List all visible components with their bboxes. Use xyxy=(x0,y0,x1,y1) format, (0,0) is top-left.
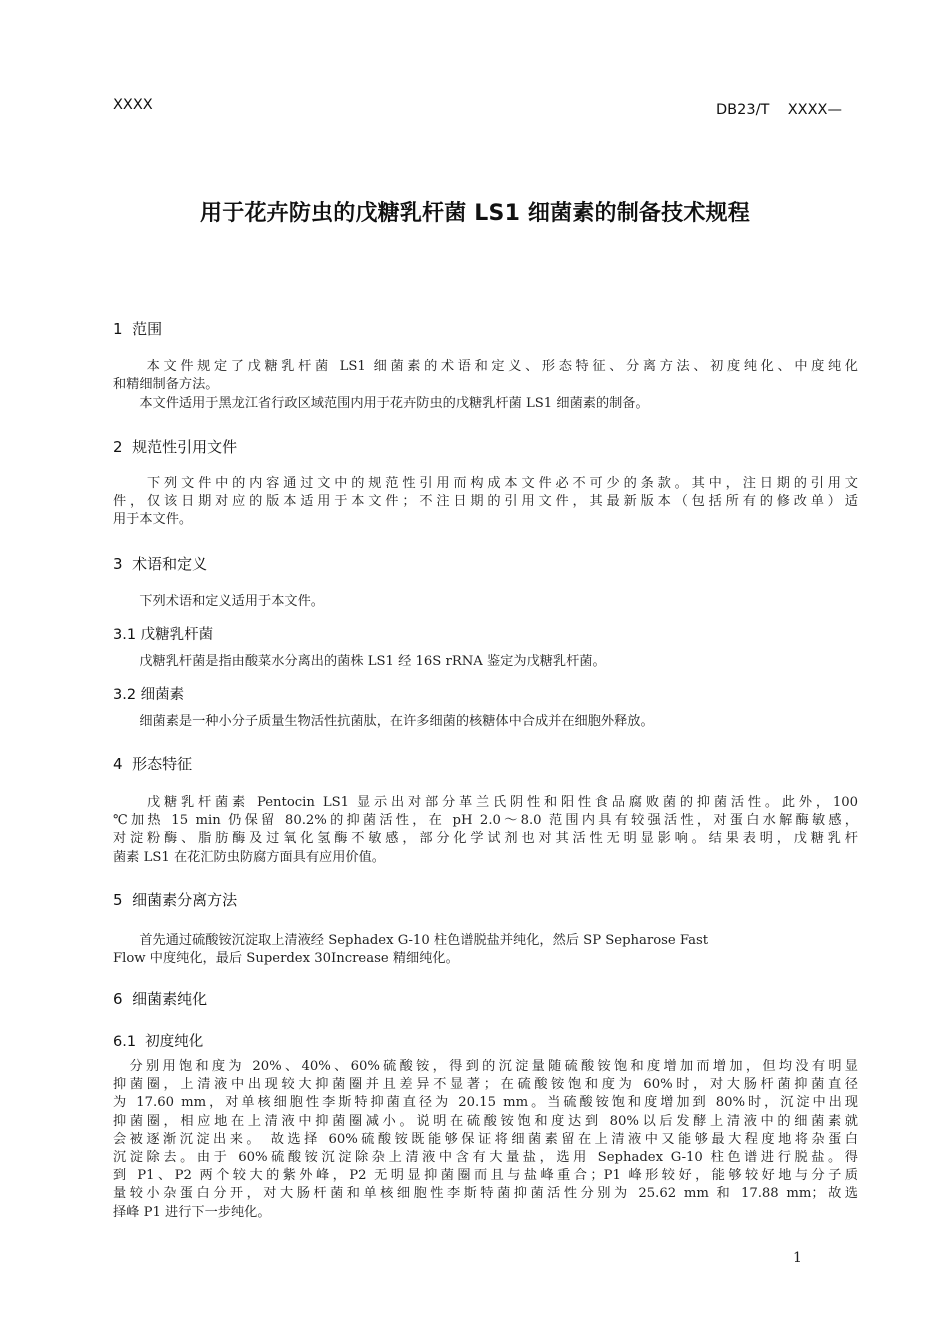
text-line: ℃加热 15 min 仍保留 80.2%的抑菌活性，在 pH 2.0～8.0 范围内具有较强活性，对蛋白水解酶敏感， xyxy=(113,813,858,829)
text-line: 细菌素是一种小分子质量生物活性抗菌肽，在许多细菌的核糖体中合成并在细胞外释放。 xyxy=(113,714,654,729)
section-1-paragraph-2 xyxy=(113,395,858,413)
section-heading-5: 5 细菌素分离方法 xyxy=(113,891,238,909)
section-heading-6: 6 细菌素纯化 xyxy=(113,990,208,1008)
text-line: 择峰 P1 进行下一步纯化。 xyxy=(113,1204,271,1220)
text-line: 为 17.60 mm，对单核细胞性李斯特抑菌直径为 20.15 mm。当硫酸铵饱和度增加到 80%时，沉淀中出现 xyxy=(113,1095,858,1111)
doc-code-line1: DB23/T XXXX— xyxy=(716,102,842,118)
subsection-3-2-paragraph xyxy=(113,713,858,731)
text-line: 本文件适用于黑龙江省行政区域范围内用于花卉防虫的戊糖乳杆菌 LS1 细菌素的制备。 xyxy=(113,396,649,411)
text-line: 对淀粉酶、脂肪酶及过氧化氢酶不敏感，部分化学试剂也对其活性无明显影响。结果表明，戊糖乳杆 xyxy=(113,831,858,847)
text-line: 戊糖乳杆菌是指由酸菜水分离出的菌株 LS1 经 16S rRNA 鉴定为戊糖乳杆菌。 xyxy=(113,654,606,669)
section-4-paragraph-1 xyxy=(113,794,858,867)
text-line: 下列文件中的内容通过文中的规范性引用而构成本文件必不可少的条款。其中，注日期的引用文 xyxy=(113,476,858,491)
subsection-heading-3-1: 3.1 戊糖乳杆菌 xyxy=(113,627,214,643)
text-line: 件，仅该日期对应的版本适用于本文件；不注日期的引用文件，其最新版本（包括所有的修改单）适 xyxy=(113,494,858,510)
subsection-heading-6-1: 6.1 初度纯化 xyxy=(113,1034,204,1050)
section-3-paragraph-1 xyxy=(113,593,858,611)
subsection-3-1-paragraph xyxy=(113,653,858,671)
section-2-paragraph-1 xyxy=(113,475,858,530)
section-heading-2: 2 规范性引用文件 xyxy=(113,438,238,456)
text-line: 分别用饱和度为 20%、40%、60%硫酸铵，得到的沉淀量随硫酸铵饱和度增加而增加，但均没有明显 xyxy=(113,1059,858,1074)
text-line: 量较小杂蛋白分开，对大肠杆菌和单核细胞性李斯特菌抑菌活性分别为 25.62 mm 和 17.88 mm；故选 xyxy=(113,1186,858,1202)
subsection-heading-3-2: 3.2 细菌素 xyxy=(113,687,185,703)
section-5-paragraph-1 xyxy=(113,932,858,968)
section-heading-4: 4 形态特征 xyxy=(113,755,193,773)
text-line: 菌素 LS1 在花汇防虫防腐方面具有应用价值。 xyxy=(113,849,385,865)
section-heading-3: 3 术语和定义 xyxy=(113,555,208,573)
text-line: 沉淀除去。由于 60%硫酸铵沉淀除杂上清液中含有大量盐，选用 Sephadex G-10 柱色谱进行脱盐。得 xyxy=(113,1149,858,1165)
text-line: 会被逐渐沉淀出来。 故选择 60%硫酸铵既能够保证将细菌素留在上清液中又能够最大程度地将杂蛋白 xyxy=(113,1131,858,1147)
text-line: 戊糖乳杆菌素 Pentocin LS1 显示出对部分革兰氏阴性和阳性食品腐败菌的抑菌活性。此外，100 xyxy=(113,795,858,810)
text-line: 抑菌圈，相应地在上清液中抑菌圈减小。说明在硫酸铵饱和度达到 80%以后发酵上清液中的细菌素就 xyxy=(113,1113,858,1129)
text-line: 本文件规定了戊糖乳杆菌 LS1 细菌素的术语和定义、形态特征、分离方法、初度纯化、中度纯化 xyxy=(113,359,858,374)
section-heading-1: 1 范围 xyxy=(113,320,163,338)
text-line: Flow 中度纯化，最后 Superdex 30Increase 精细纯化。 xyxy=(113,951,459,967)
text-line: 抑菌圈，上清液中出现较大抑菌圈并且差异不显著；在硫酸铵饱和度为 60%时，对大肠杆菌抑菌直径 xyxy=(113,1077,858,1093)
text-line: 下列术语和定义适用于本文件。 xyxy=(113,594,324,609)
subsection-6-1-paragraph xyxy=(113,1058,858,1222)
text-line: 到 P1、P2 两个较大的紫外峰，P2 无明显抑菌圈而且与盐峰重合；P1 峰形较好，能够较好地与分子质 xyxy=(113,1168,858,1184)
text-line: 和精细制备方法。 xyxy=(113,377,219,393)
text-line: 首先通过硫酸铵沉淀取上清液经 Sephadex G-10 柱色谱脱盐并纯化，然后 SP Sepharose Fast xyxy=(113,933,709,948)
section-1-paragraph-1 xyxy=(113,358,858,394)
document-title: 用于花卉防虫的戊糖乳杆菌 LS1 细菌素的制备技术规程 xyxy=(200,201,750,226)
doc-code-line2: XXXX xyxy=(113,97,153,113)
page-number: 1 xyxy=(793,1250,802,1266)
text-line: 用于本文件。 xyxy=(113,512,193,528)
